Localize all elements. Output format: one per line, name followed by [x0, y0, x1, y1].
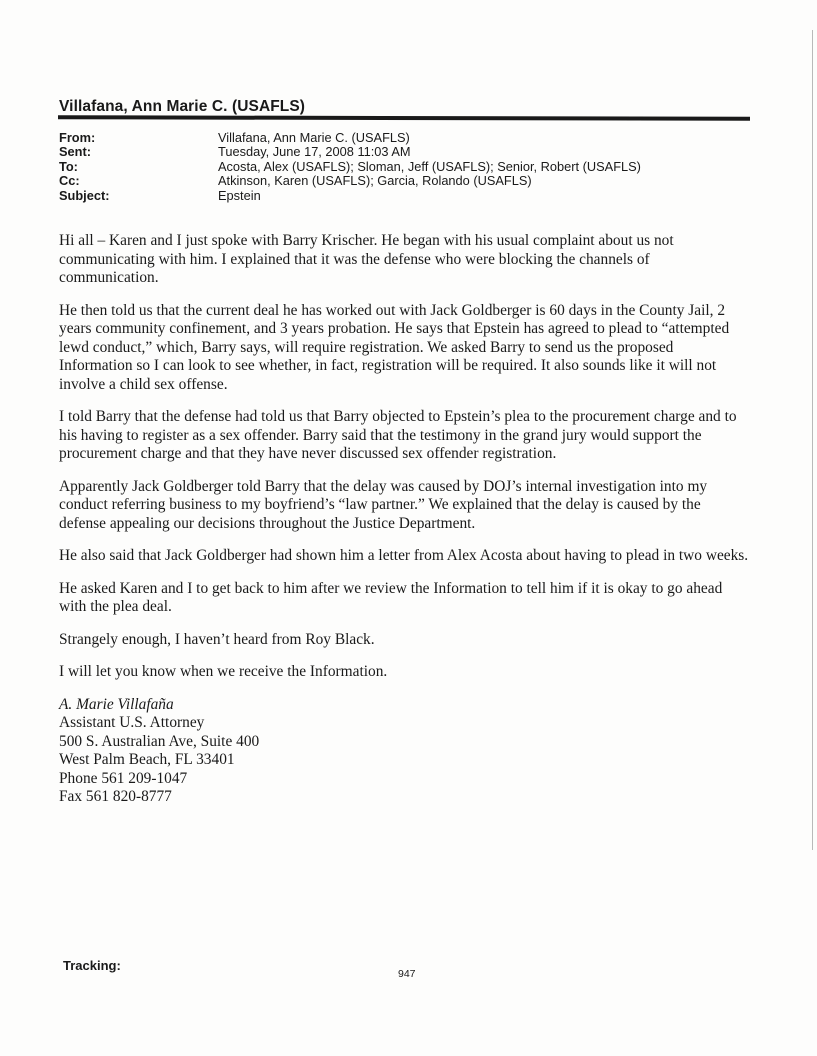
scan-edge-line: [812, 30, 813, 850]
header-row-to: [59, 160, 641, 174]
signature-address-line-2: West Palm Beach, FL 33401: [59, 751, 235, 768]
sender-heading: Villafana, Ann Marie C. (USAFLS): [59, 98, 306, 115]
body-paragraph-8: [59, 663, 779, 682]
signature-address-line-1: 500 S. Australian Ave, Suite 400: [59, 732, 260, 750]
body-line: He then told us that the current deal he has worked out with Jack Goldberger is 60 days in the County Jail, 2: [59, 301, 726, 319]
signature-title: Assistant U.S. Attorney: [59, 714, 205, 731]
body-line: Apparently Jack Goldberger told Barry that the delay was caused by DOJ’s internal investigation into my: [59, 477, 708, 495]
body-line: He also said that Jack Goldberger had shown him a letter from Alex Acosta about having to plead in two weeks.: [59, 547, 749, 564]
from-label: From:: [59, 130, 96, 145]
signature-phone: Phone 561 209-1047: [59, 769, 188, 787]
body-line: defense appealing our decisions throughout the Justice Department.: [59, 514, 476, 532]
from-value: Villafana, Ann Marie C. (USAFLS): [218, 130, 410, 145]
signature-fax: Fax 561 820-8777: [59, 788, 172, 805]
sent-label: Sent:: [59, 144, 91, 160]
heading-rule: [58, 115, 750, 120]
body-paragraph-5: [59, 547, 779, 566]
body-line: He asked Karen and I to get back to him after we review the Information to tell him if it is okay to go ahead: [59, 579, 723, 597]
signature-name: A. Marie Villafaña: [59, 695, 174, 713]
subject-label: Subject:: [59, 187, 110, 203]
email-body: [59, 232, 779, 807]
body-line: involve a child sex offense.: [59, 375, 228, 393]
email-header: [59, 131, 641, 203]
page-number: 947: [398, 968, 416, 980]
body-paragraph-4: [59, 478, 779, 534]
cc-value: Atkinson, Karen (USAFLS); Garcia, Rolando (USAFLS): [218, 173, 532, 189]
header-row-from: [59, 131, 641, 145]
body-paragraph-2: [59, 302, 779, 395]
to-value: Acosta, Alex (USAFLS); Sloman, Jeff (USAFLS); Senior, Robert (USAFLS): [218, 158, 641, 174]
to-label: To:: [59, 158, 78, 174]
header-row-cc: [59, 174, 641, 188]
body-line: conduct referring business to my boyfriend’s “law partner.” We explained that the delay is caused by the: [59, 496, 701, 513]
subject-value: Epstein: [218, 187, 261, 203]
body-paragraph-1: [59, 232, 779, 288]
body-line: Strangely enough, I haven’t heard from Roy Black.: [59, 630, 375, 648]
tracking-label: Tracking:: [63, 958, 121, 973]
body-line: lewd conduct,” which, Barry says, will require registration. We asked Barry to send us the proposed: [59, 338, 674, 356]
body-line: I will let you know when we receive the Information.: [59, 663, 388, 680]
body-line: communication.: [59, 269, 159, 286]
body-paragraph-3: [59, 408, 779, 464]
body-line: with the plea deal.: [59, 598, 172, 615]
body-line: years community confinement, and 3 years probation. He says that Epstein has agreed to plead to “attempted: [59, 320, 730, 337]
body-paragraph-7: [59, 631, 779, 650]
signature-block: [59, 696, 779, 807]
sent-value: Tuesday, June 17, 2008 11:03 AM: [218, 144, 411, 160]
body-line: Hi all – Karen and I just spoke with Barry Krischer. He began with his usual complaint about us not: [59, 232, 674, 249]
header-row-subject: [59, 189, 641, 203]
header-row-sent: [59, 145, 641, 159]
body-line: communicating with him. I explained that it was the defense who were blocking the channels of: [59, 250, 650, 268]
body-line: Information so I can look to see whether, in fact, registration will be required. It also sounds like it will not: [59, 357, 717, 374]
body-paragraph-6: [59, 580, 779, 617]
body-line: procurement charge and that they have never discussed sex offender registration.: [59, 445, 557, 462]
cc-label: Cc:: [59, 173, 80, 189]
body-line: I told Barry that the defense had told us that Barry objected to Epstein’s plea to the procurement charge and to: [59, 408, 737, 425]
body-line: his having to register as a sex offender. Barry said that the testimony in the grand jury would support the: [59, 426, 702, 444]
